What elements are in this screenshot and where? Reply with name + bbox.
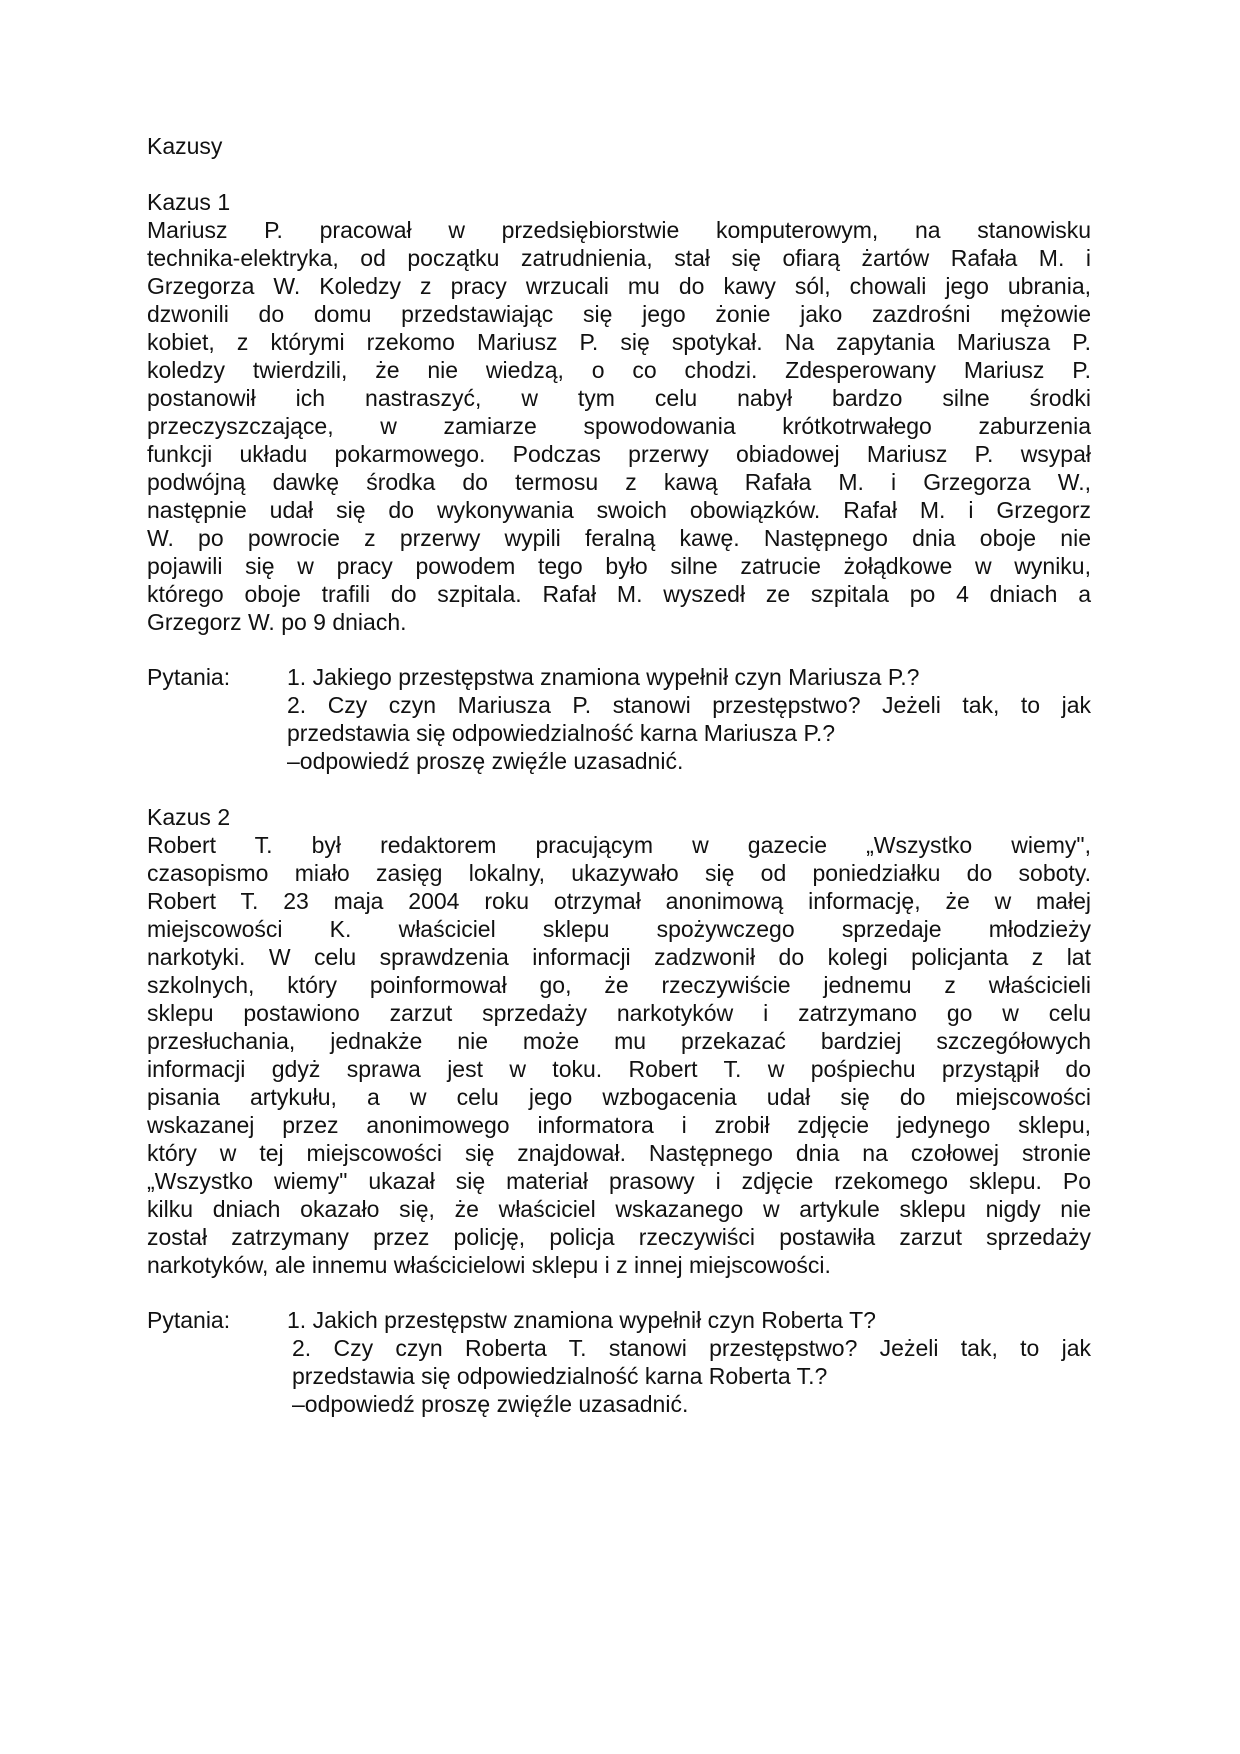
case-2-line: pisania artykułu, a w celu jego wzbogacenia udał się do miejscowości [147,1084,1091,1110]
case-2-line: sklepu postawiono zarzut sprzedaży narkotyków i zatrzymano go w celu [147,1000,1091,1026]
case-1-line: podwójną dawkę środka do termosu z kawą Rafała M. i Grzegorza W., [147,469,1091,495]
question-2: 2. Czy czyn Mariusza P. stanowi przestępstwo? Jeżeli tak, to jak [287,692,1091,718]
case-2-line: miejscowości K. właściciel sklepu spożywczego sprzedaje młodzieży [147,916,1091,942]
question-note: –odpowiedź proszę zwięźle uzasadnić. [287,748,684,774]
case-1-line: Grzegorza W. Koledzy z pracy wrzucali mu do kawy sól, chowali jego ubrania, [147,273,1091,299]
case-2-line: informacji gdyż sprawa jest w toku. Robert T. w pośpiechu przystąpił do [147,1056,1091,1082]
question-1: 1. Jakiego przestępstwa znamiona wypełnił czyn Mariusza P.? [287,664,920,690]
document-title: Kazusy [147,133,223,159]
question-2-cont: przedstawia się odpowiedzialność karna Roberta T.? [292,1363,828,1389]
case-2-line: który w tej miejscowości się znajdował. Następnego dnia na czołowej stronie [147,1140,1091,1166]
case-1-line: Mariusz P. pracował w przedsiębiorstwie komputerowym, na stanowisku [147,217,1091,243]
case-2-line: przesłuchania, jednakże nie może mu przekazać bardziej szczegółowych [147,1028,1091,1054]
case-1-line: koledzy twierdzili, że nie wiedzą, o co chodzi. Zdesperowany Mariusz P. [147,357,1091,383]
case-2-line: został zatrzymany przez policję, policja rzeczywiści postawiła zarzut sprzedaży [147,1224,1091,1250]
case-2-line: kilku dniach okazało się, że właściciel wskazanego w artykule sklepu nigdy nie [147,1196,1091,1222]
case-1-line: technika-elektryka, od początku zatrudnienia, stał się ofiarą żartów Rafała M. i [147,245,1091,271]
case-1-heading: Kazus 1 [147,189,231,215]
case-2-line: Robert T. 23 maja 2004 roku otrzymał anonimową informację, że w małej [147,888,1091,914]
case-1-line: dzwonili do domu przedstawiając się jego żonie jako zazdrośni mężowie [147,301,1091,327]
case-2-heading: Kazus 2 [147,804,231,830]
questions-label: Pytania: [147,664,231,690]
case-1-line: którego oboje trafili do szpitala. Rafał M. wyszedł ze szpitala po 4 dniach a [147,581,1091,607]
case-2-line: czasopismo miało zasięg lokalny, ukazywało się od poniedziałku do soboty. [147,860,1091,886]
case-1-line: funkcji układu pokarmowego. Podczas przerwy obiadowej Mariusz P. wsypał [147,441,1091,467]
case-2-line: szkolnych, który poinformował go, że rzeczywiście jednemu z właścicieli [147,972,1091,998]
question-1: 1. Jakich przestępstw znamiona wypełnił czyn Roberta T? [287,1307,876,1333]
case-1-line: następnie udał się do wykonywania swoich obowiązków. Rafał M. i Grzegorz [147,497,1091,523]
case-1-line: kobiet, z którymi rzekomo Mariusz P. się spotykał. Na zapytania Mariusza P. [147,329,1091,355]
case-2-line: „Wszystko wiemy" ukazał się materiał prasowy i zdjęcie rzekomego sklepu. Po [147,1168,1091,1194]
questions-label: Pytania: [147,1307,231,1333]
case-2-line: narkotyków, ale innemu właścicielowi sklepu i z innej miejscowości. [147,1252,831,1278]
question-2: 2. Czy czyn Roberta T. stanowi przestępstwo? Jeżeli tak, to jak [292,1335,1091,1361]
case-1-line: przeczyszczające, w zamiarze spowodowania krótkotrwałego zaburzenia [147,413,1091,439]
case-1-line: pojawili się w pracy powodem tego było silne zatrucie żołądkowe w wyniku, [147,553,1091,579]
case-1-line: postanowił ich nastraszyć, w tym celu nabył bardzo silne środki [147,385,1091,411]
case-1-line: W. po powrocie z przerwy wypili feralną kawę. Następnego dnia oboje nie [147,525,1091,551]
case-2-line: narkotyki. W celu sprawdzenia informacji zadzwonił do kolegi policjanta z lat [147,944,1091,970]
case-2-line: Robert T. był redaktorem pracującym w gazecie „Wszystko wiemy", [147,832,1091,858]
question-2-cont: przedstawia się odpowiedzialność karna Mariusza P.? [287,720,836,746]
case-2-line: wskazanej przez anonimowego informatora i zrobił zdjęcie jedynego sklepu, [147,1112,1091,1138]
question-note: –odpowiedź proszę zwięźle uzasadnić. [292,1391,689,1417]
case-1-line: Grzegorz W. po 9 dniach. [147,609,407,635]
